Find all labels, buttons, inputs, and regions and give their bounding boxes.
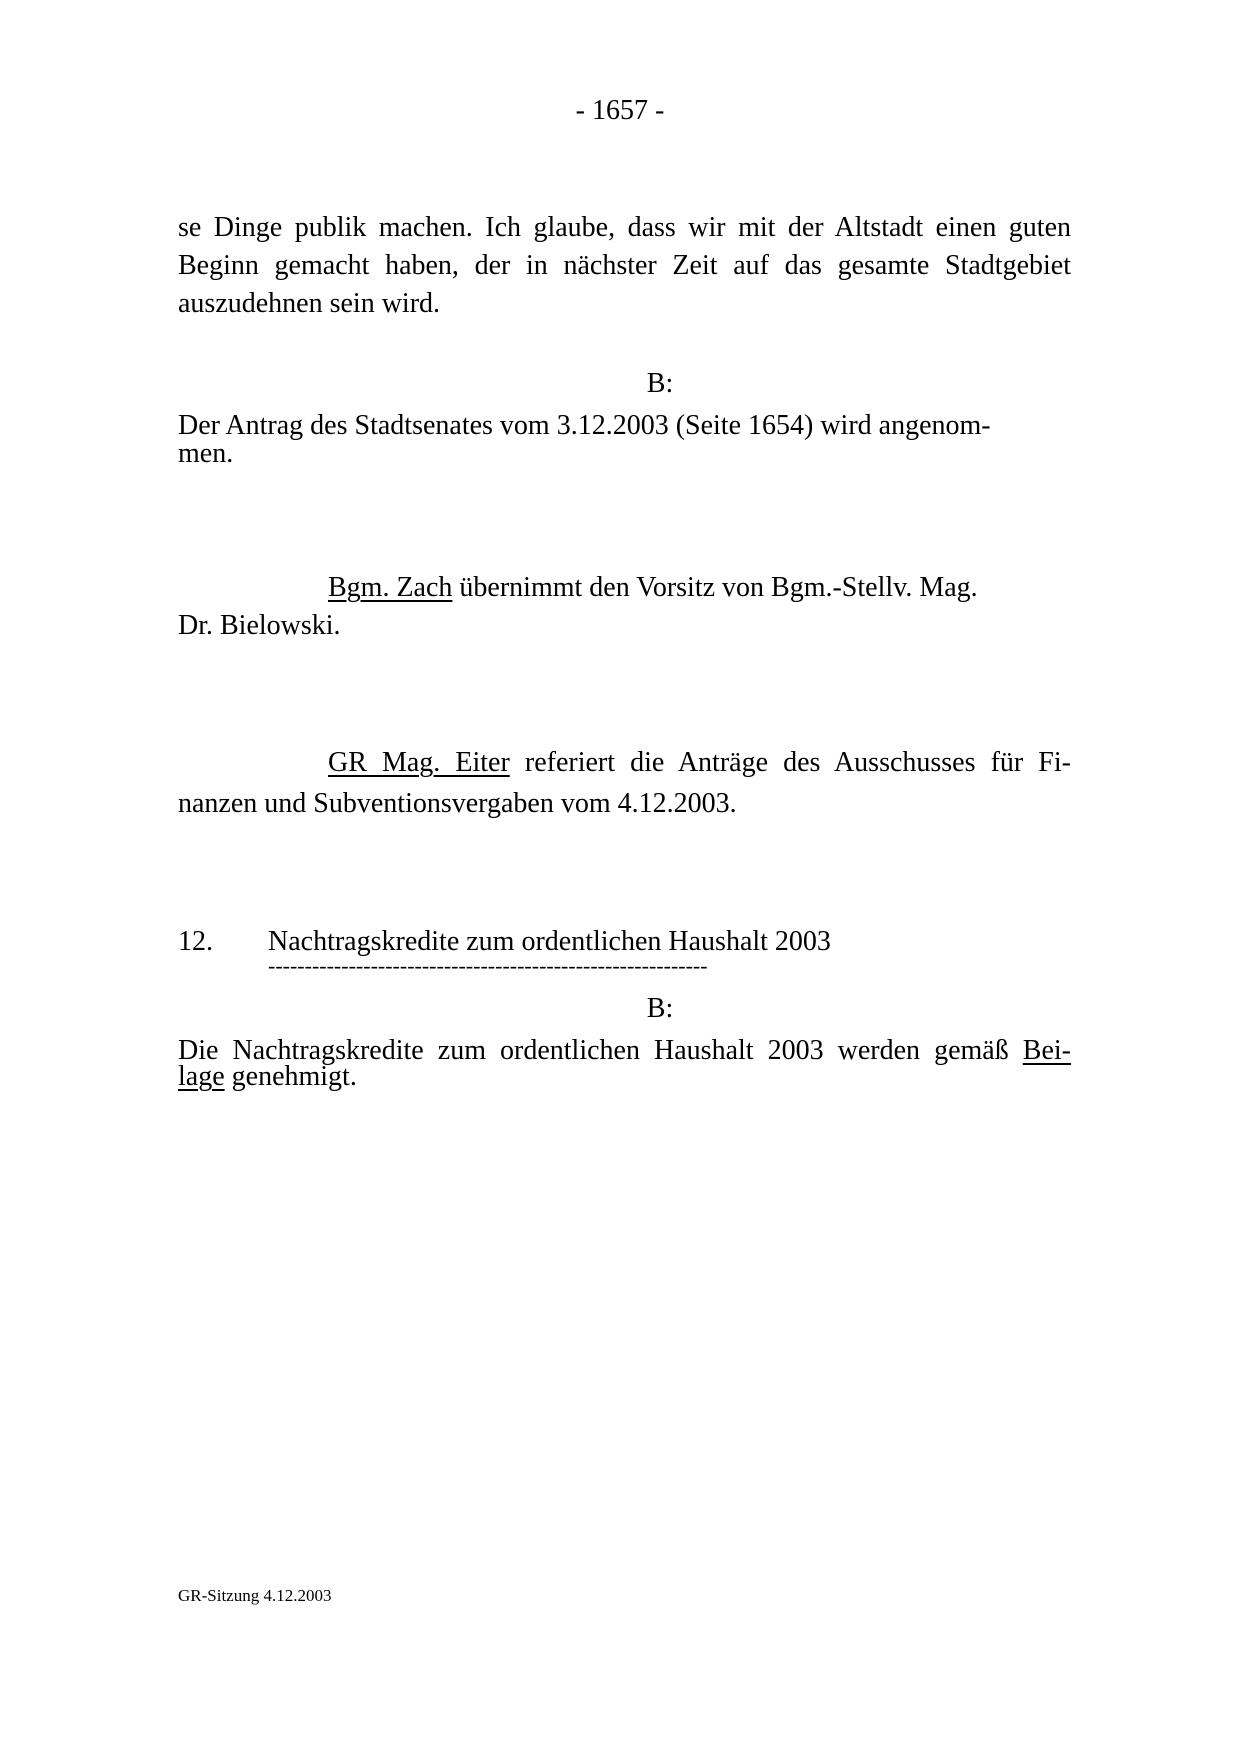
- decision-label-1: B:: [646, 368, 674, 399]
- chair-name: Bgm. Zach: [328, 572, 453, 603]
- referral-line-1: [328, 744, 1071, 782]
- decision-label-2: B:: [646, 993, 674, 1024]
- referral-line-2: nanzen und Subventionsvergaben vom 4.12.2003.: [178, 788, 737, 819]
- paragraph-line-3: auszudehnen sein wird.: [178, 288, 441, 319]
- item-title-underline: ------------------------------------------------------------: [268, 955, 708, 977]
- item-decision-line-2: [178, 1058, 1071, 1096]
- decision-line-2: men.: [178, 438, 234, 469]
- page-number: - 1657 -: [575, 95, 665, 126]
- paragraph-line-2: Beginn gemacht haben, der in nächster Zeit auf das gesamte Stadtgebiet: [178, 250, 1071, 281]
- item-decision-text: Die Nachtragskredite zum ordentlichen Haushalt 2003 werden gemäß: [178, 1035, 1023, 1066]
- referrer-name: GR Mag. Eiter: [328, 747, 510, 778]
- attachment-link-part2[interactable]: lage: [178, 1061, 225, 1092]
- item-decision-text-end: genehmigt.: [224, 1061, 357, 1092]
- footer: GR-Sitzung 4.12.2003: [178, 1586, 332, 1605]
- chair-change-line-1: [328, 569, 978, 607]
- item-title: Nachtragskredite zum ordentlichen Haushalt 2003: [268, 926, 831, 957]
- referral-text: referiert die Anträge des Ausschusses für Fi-: [509, 747, 1071, 778]
- attachment-link-part1[interactable]: Bei-: [1022, 1035, 1071, 1066]
- chair-change-line-2: Dr. Bielowski.: [178, 610, 341, 641]
- item-number: 12.: [178, 926, 213, 957]
- decision-line-1: Der Antrag des Stadtsenates vom 3.12.2003 (Seite 1654) wird angenom-: [178, 410, 991, 441]
- paragraph-line-1: se Dinge publik machen. Ich glaube, dass wir mit der Altstadt einen guten: [178, 212, 1071, 243]
- chair-change-text: übernimmt den Vorsitz von Bgm.-Stellv. Mag.: [452, 572, 978, 603]
